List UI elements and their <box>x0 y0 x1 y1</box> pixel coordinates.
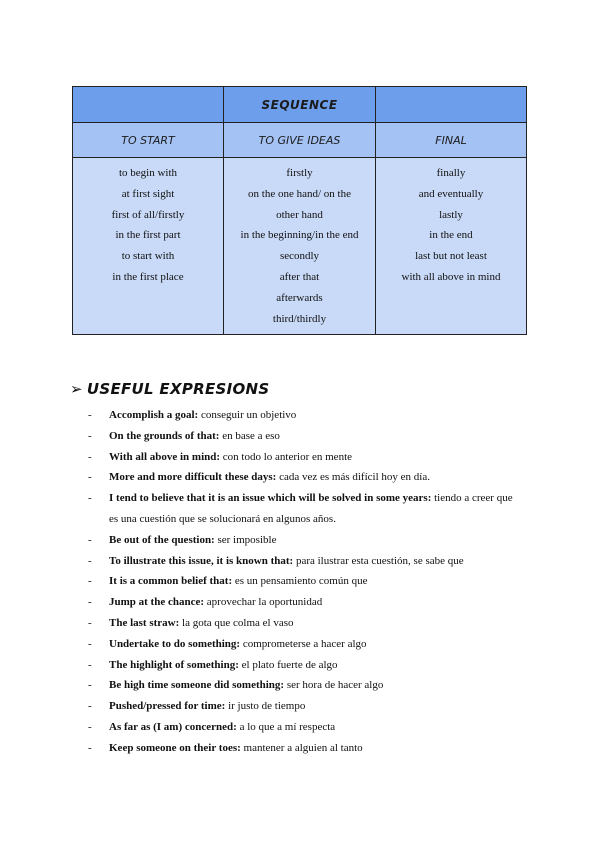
table-title: SEQUENCE <box>224 87 376 123</box>
expression-term: To illustrate this issue, it is known that: <box>109 554 294 567</box>
table-cell-item: with all above in mind <box>401 270 501 283</box>
expression-item <box>88 426 518 447</box>
table-cell-item: firstly <box>286 167 313 179</box>
table-cell-item: after that <box>279 270 320 283</box>
column-cell-final <box>376 158 527 335</box>
dash-bullet-icon: - <box>88 658 92 671</box>
column-header-to-give-ideas: TO GIVE IDEAS <box>224 123 376 158</box>
expression-item <box>88 675 518 696</box>
expression-term: It is a common belief that: <box>109 575 233 588</box>
table-cell-item: to start with <box>121 250 175 263</box>
table-cell-item: finally <box>436 167 466 179</box>
dash-bullet-icon: - <box>88 450 92 463</box>
dash-bullet-icon: - <box>88 596 92 609</box>
expression-meaning: comprometerse a hacer algo <box>240 637 367 650</box>
column-cell-to-give-ideas <box>224 158 376 335</box>
expression-item <box>88 571 518 592</box>
expression-meaning: en base a eso <box>219 429 280 442</box>
table-cell-item: afterwards <box>276 291 323 304</box>
table-cell-item: and eventually <box>418 187 484 200</box>
dash-bullet-icon: - <box>88 616 92 629</box>
expression-term: More and more difficult these days: <box>109 471 277 484</box>
sequence-table <box>72 86 527 335</box>
expression-term: The last straw: <box>109 616 180 629</box>
expression-term: Accomplish a goal: <box>109 409 199 421</box>
table-cell-item: in the first part <box>115 229 181 242</box>
expression-meaning: tiendo a creer que es una cuestión que se solucionará en algunos años. <box>109 492 513 525</box>
expression-term: Pushed/pressed for time: <box>109 700 226 713</box>
dash-bullet-icon: - <box>88 471 92 484</box>
dash-bullet-icon: - <box>88 429 92 442</box>
column-header-row <box>73 123 527 158</box>
expression-term: With all above in mind: <box>109 450 221 463</box>
expression-item <box>88 405 518 426</box>
expression-item <box>88 530 518 551</box>
expression-item <box>88 655 518 676</box>
dash-bullet-icon: - <box>88 554 92 567</box>
table-cell-item: in the beginning/in the end <box>240 229 359 242</box>
expression-term: Undertake to do something: <box>109 637 241 650</box>
dash-bullet-icon: - <box>88 409 92 421</box>
dash-bullet-icon: - <box>88 741 92 754</box>
expression-meaning: cada vez es más difícil hoy en día. <box>276 471 430 484</box>
table-cell-item: on the one hand/ on the <box>248 187 351 200</box>
title-cell-empty-left <box>73 87 224 123</box>
column-list-final <box>376 158 526 288</box>
title-cell-empty-right <box>376 87 527 123</box>
table-cell-item: other hand <box>276 208 323 221</box>
expression-item <box>88 447 518 468</box>
expression-term: Jump at the chance: <box>109 596 205 609</box>
dash-bullet-icon: - <box>88 575 92 588</box>
expression-term: On the grounds of that: <box>109 429 220 442</box>
expression-meaning: ser hora de hacer algo <box>284 679 384 692</box>
dash-bullet-icon: - <box>88 700 92 713</box>
expression-meaning: el plato fuerte de algo <box>238 658 338 671</box>
expression-item <box>88 717 518 738</box>
expression-meaning: ir justo de tiempo <box>225 700 306 713</box>
table-cell-item: secondly <box>279 250 320 263</box>
column-header-final: FINAL <box>376 123 527 158</box>
expression-term: Be out of the question: <box>109 533 215 546</box>
expression-meaning: ser imposible <box>214 533 277 546</box>
expressions-list <box>88 405 518 759</box>
expression-term: I tend to believe that it is an issue which will be solved in some years: <box>109 492 432 505</box>
table-title-row <box>73 87 527 123</box>
expression-item <box>88 613 518 634</box>
expression-meaning: con todo lo anterior en mente <box>220 450 353 463</box>
table-cell-item: first of all/firstly <box>111 208 185 221</box>
expression-meaning: para ilustrar esta cuestión, se sabe que <box>293 554 464 567</box>
expression-meaning: conseguir un objetivo <box>198 409 297 421</box>
table-cell-item: at first sight <box>121 187 175 200</box>
table-cell-item: third/thirdly <box>272 312 327 325</box>
table-cell-item: to begin with <box>118 167 178 179</box>
dash-bullet-icon: - <box>88 492 92 505</box>
section-heading-text: USEFUL EXPRESIONS <box>86 380 270 398</box>
expression-term: As far as (I am) concerned: <box>109 720 237 733</box>
expression-item <box>88 488 518 530</box>
expression-item <box>88 738 518 759</box>
expression-meaning: aprovechar la oportunidad <box>204 596 323 609</box>
expression-term: Be high time someone did something: <box>109 679 285 692</box>
table-cell-item: in the first place <box>112 270 184 283</box>
expression-meaning: es un pensamiento común que <box>232 575 368 588</box>
expression-meaning: a lo que a mí respecta <box>236 720 336 733</box>
section-heading-useful-expressions <box>70 380 270 398</box>
table-cell-item: in the end <box>429 229 473 242</box>
expression-item <box>88 467 518 488</box>
column-list-to-give-ideas <box>224 158 375 329</box>
expression-item <box>88 634 518 655</box>
column-header-to-start: TO START <box>73 123 224 158</box>
column-list-to-start <box>73 158 223 288</box>
expression-meaning: mantener a alguien al tanto <box>240 741 363 754</box>
expression-meaning: la gota que colma el vaso <box>179 616 294 629</box>
table-cell-item: lastly <box>439 208 463 221</box>
table-cell-item: last but not least <box>415 250 487 263</box>
dash-bullet-icon: - <box>88 533 92 546</box>
expression-item <box>88 592 518 613</box>
table-body-row <box>73 158 527 335</box>
expression-term: Keep someone on their toes: <box>109 741 241 754</box>
column-cell-to-start <box>73 158 224 335</box>
arrow-bullet-icon: ➢ <box>70 380 83 398</box>
dash-bullet-icon: - <box>88 679 92 692</box>
dash-bullet-icon: - <box>88 720 92 733</box>
dash-bullet-icon: - <box>88 637 92 650</box>
expression-item <box>88 551 518 572</box>
expression-item <box>88 696 518 717</box>
expression-term: The highlight of something: <box>109 658 239 671</box>
